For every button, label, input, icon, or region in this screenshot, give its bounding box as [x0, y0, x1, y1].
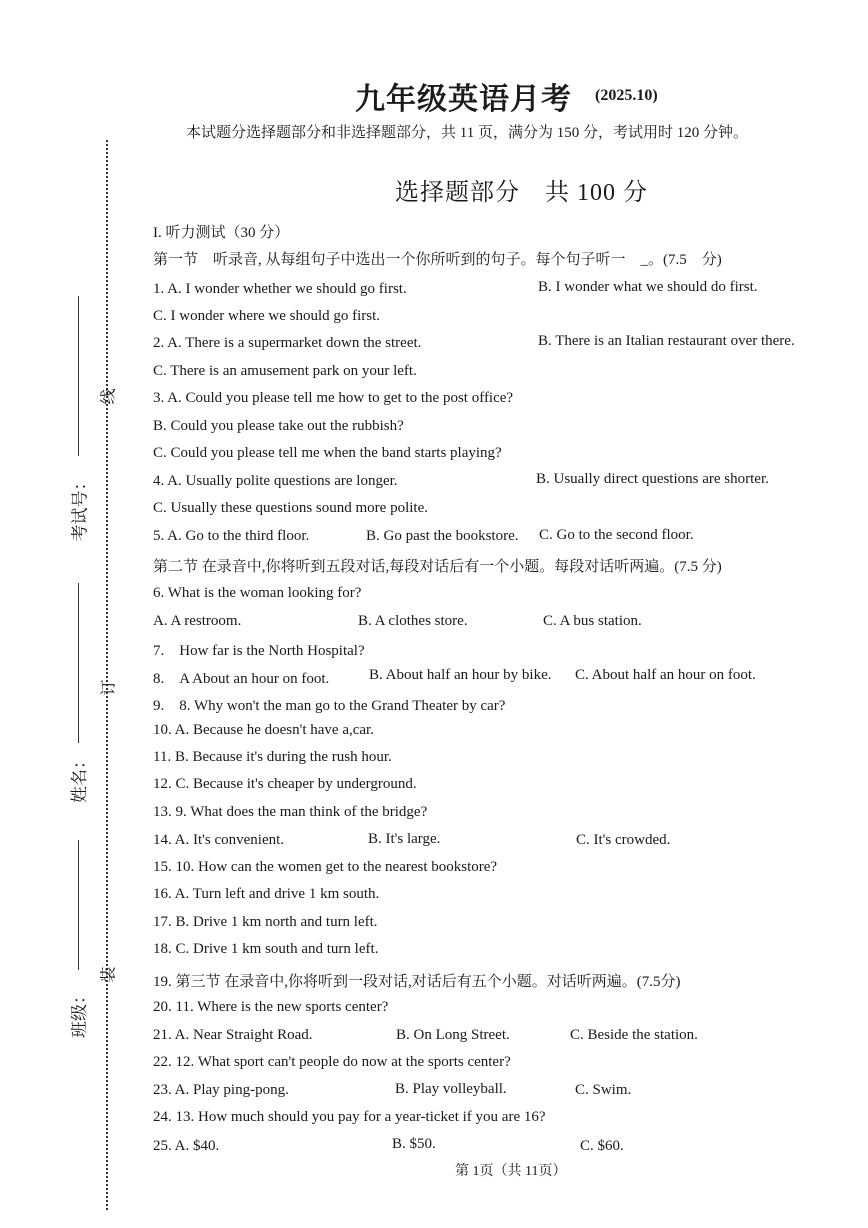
- page-footer: 第 1页（共 11页）: [455, 1164, 567, 1179]
- question-19: 19. 第三节 在录音中,你将听到一段对话,对话后有五个小题。对话听两遍。(7.5分): [153, 974, 681, 990]
- question-6-a: A. A restroom.: [153, 613, 242, 629]
- class-blank: [78, 840, 79, 970]
- question-4-b: B. Usually direct questions are shorter.: [536, 471, 769, 487]
- question-2-c: C. There is an amusement park on your left.: [153, 363, 417, 379]
- question-13: 13. 9. What does the man think of the bridge?: [153, 804, 428, 820]
- question-18: 18. C. Drive 1 km south and turn left.: [153, 941, 379, 957]
- question-23-c: C. Swim.: [575, 1082, 632, 1098]
- question-3-b: B. Could you please take out the rubbish?: [153, 418, 404, 434]
- question-8-b: B. About half an hour by bike.: [369, 667, 552, 683]
- question-25-b: B. $50.: [392, 1136, 436, 1152]
- question-14-b: B. It's large.: [368, 831, 441, 847]
- section-heading: 选择题部分 共 100 分: [395, 180, 648, 206]
- question-4-a: 4. A. Usually polite questions are longer.: [153, 473, 398, 489]
- question-2-a: 2. A. There is a supermarket down the street.: [153, 335, 422, 351]
- question-5-a: 5. A. Go to the third floor.: [153, 528, 310, 544]
- question-6-c: C. A bus station.: [543, 613, 642, 629]
- question-5-c: C. Go to the second floor.: [539, 527, 694, 543]
- question-1-c: C. I wonder where we should go first.: [153, 308, 381, 324]
- question-16: 16. A. Turn left and drive 1 km south.: [153, 886, 380, 902]
- part-listening: I. 听力测试（30 分）: [153, 225, 290, 241]
- question-21-c: C. Beside the station.: [570, 1027, 698, 1043]
- question-9: 9. 8. Why won't the man go to the Grand Theater by car?: [153, 698, 506, 714]
- question-7: 7. How far is the North Hospital?: [153, 643, 365, 659]
- name-blank: [78, 583, 79, 743]
- question-14-a: 14. A. It's convenient.: [153, 832, 285, 848]
- question-25-c: C. $60.: [580, 1138, 624, 1154]
- listening-section-2: 第二节 在录音中,你将听到五段对话,每段对话后有一个小题。每段对话听两遍。(7.5 分): [153, 559, 722, 575]
- bind-marker: 装: [100, 966, 118, 983]
- question-1-b: B. I wonder what we should do first.: [538, 279, 758, 295]
- question-8-c: C. About half an hour on foot.: [575, 667, 756, 683]
- line-marker: 线: [100, 388, 118, 405]
- question-23-b: B. Play volleyball.: [395, 1081, 507, 1097]
- question-15: 15. 10. How can the women get to the nearest bookstore?: [153, 859, 498, 875]
- binding-dotted-line: [106, 140, 108, 1210]
- question-20: 20. 11. Where is the new sports center?: [153, 999, 389, 1015]
- listening-section-1: 第一节 听录音, 从每组句子中选出一个你所听到的句子。每个句子听一 _。(7.5 分): [153, 252, 722, 268]
- question-3-c: C. Could you please tell me when the band starts playing?: [153, 445, 502, 461]
- page-title: 九年级英语月考: [355, 83, 572, 116]
- exam-no-blank: [78, 296, 79, 456]
- question-1-a: 1. A. I wonder whether we should go first.: [153, 281, 407, 297]
- exam-intro: 本试题分选择题部分和非选择题部分，共 11 页，满分为 150 分，考试用时 120 分钟。: [186, 125, 748, 141]
- question-23-a: 23. A. Play ping-pong.: [153, 1082, 289, 1098]
- exam-no-label: 考试号：: [70, 473, 90, 542]
- order-marker: 订: [100, 679, 118, 696]
- question-22: 22. 12. What sport can't people do now at the sports center?: [153, 1054, 511, 1070]
- question-6-b: B. A clothes store.: [358, 613, 468, 629]
- question-3-a: 3. A. Could you please tell me how to get to the post office?: [153, 390, 514, 406]
- title-date: (2025.10): [595, 87, 658, 104]
- question-11: 11. B. Because it's during the rush hour.: [153, 749, 392, 765]
- question-25-a: 25. A. $40.: [153, 1138, 220, 1154]
- question-14-c: C. It's crowded.: [576, 832, 671, 848]
- question-24: 24. 13. How much should you pay for a year-ticket if you are 16?: [153, 1109, 546, 1125]
- question-17: 17. B. Drive 1 km north and turn left.: [153, 914, 378, 930]
- question-5-b: B. Go past the bookstore.: [366, 528, 519, 544]
- question-21-b: B. On Long Street.: [396, 1027, 510, 1043]
- question-10: 10. A. Because he doesn't have a,car.: [153, 722, 374, 738]
- class-label: 班级：: [70, 987, 89, 1038]
- question-6: 6. What is the woman looking for?: [153, 585, 362, 601]
- question-8-a: 8. A About an hour on foot.: [153, 671, 330, 687]
- question-12: 12. C. Because it's cheaper by underground.: [153, 776, 417, 792]
- question-2-b: B. There is an Italian restaurant over there.: [538, 333, 795, 349]
- question-4-c: C. Usually these questions sound more polite.: [153, 500, 428, 516]
- question-21-a: 21. A. Near Straight Road.: [153, 1027, 313, 1043]
- name-label: 姓名：: [70, 752, 89, 803]
